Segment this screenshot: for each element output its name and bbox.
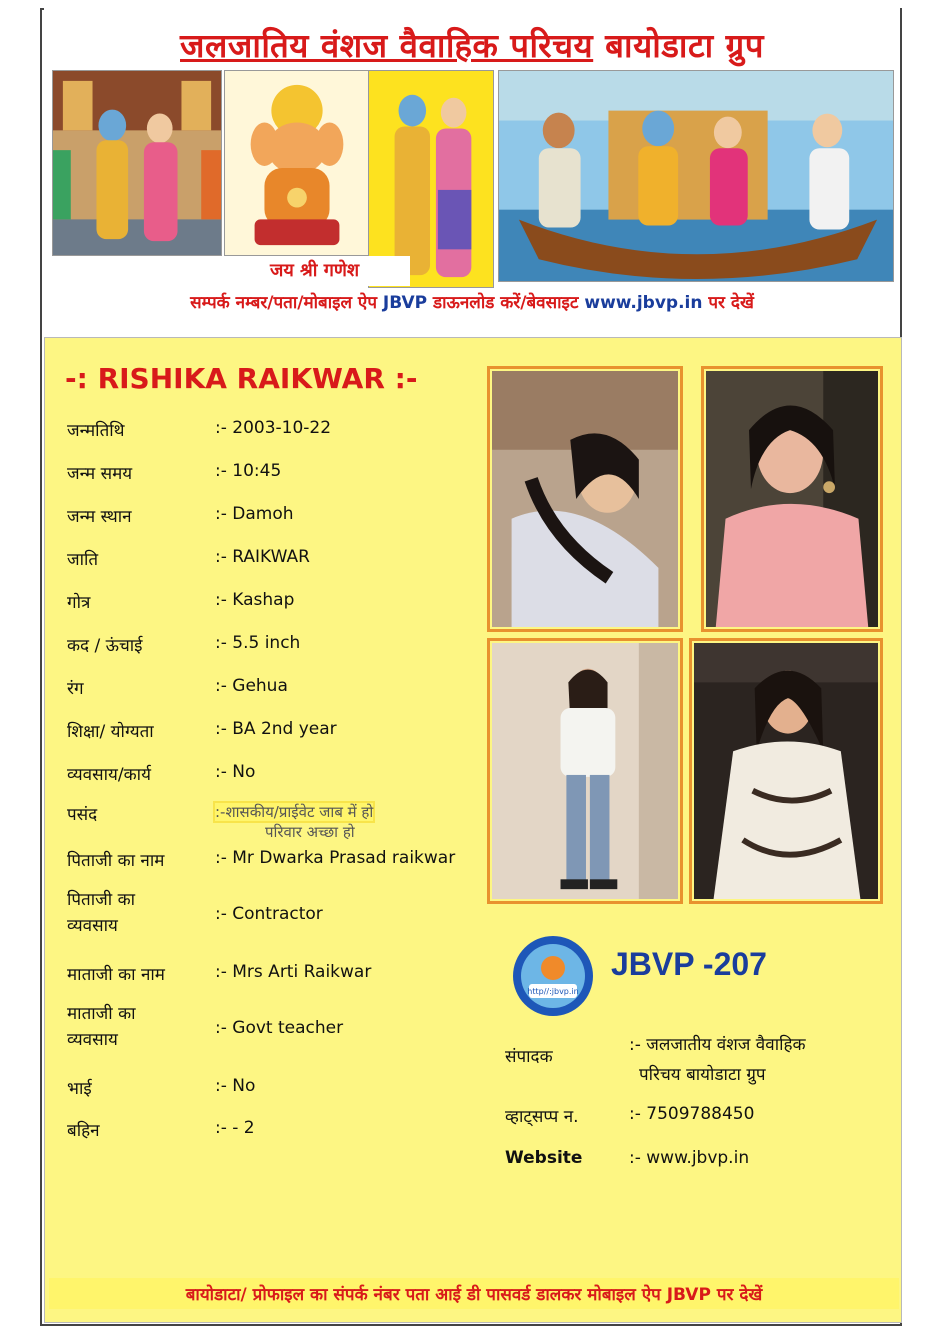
- contact-line-middle: डाऊनलोड करें/बेवसाइट: [427, 293, 585, 313]
- field-father-occupation: [67, 888, 497, 938]
- field-value: :- Mrs Arti Raikwar: [215, 962, 372, 982]
- field-mother-occupation: [67, 1002, 497, 1052]
- header-banner: [44, 8, 900, 338]
- contact-line-app: JBVP: [382, 293, 428, 313]
- field-label: रंग: [67, 679, 84, 699]
- candidate-name: -: RISHIKA RAIKWAR :-: [65, 362, 418, 395]
- footer-notice: बायोडाटा/ प्रोफाइल का संपर्क नंबर पता आई डी पासवर्ड डालकर मोबाइल ऐप JBVP पर देखें: [49, 1278, 899, 1309]
- field-value: :- RAIKWAR: [215, 547, 310, 567]
- field-value: [215, 802, 515, 842]
- group-title: [68, 22, 876, 67]
- field-value: :- - 2: [215, 1118, 255, 1138]
- ram-sita-palace-image: [52, 70, 222, 256]
- header-contact-line: [54, 290, 890, 313]
- field-value: :- BA 2nd year: [215, 719, 337, 739]
- field-label: पसंद: [67, 805, 98, 825]
- preference-note: परिवार अच्छा हो: [265, 823, 355, 841]
- contact-line-suffix: पर देखें: [702, 293, 754, 313]
- field-label: शिक्षा/ योग्यता: [67, 722, 154, 742]
- field-label: पिताजी का व्यवसाय: [67, 890, 136, 936]
- field-label: जन्म स्थान: [67, 507, 132, 527]
- field-label: जन्मतिथि: [67, 421, 125, 441]
- editor-value-line1: :- जलजातीय वंशज वैवाहिक: [629, 1035, 806, 1055]
- candidate-photo-2: [701, 366, 883, 632]
- field-value: :- Mr Dwarka Prasad raikwar: [215, 848, 456, 868]
- field-label: कद / ऊंचाई: [67, 636, 143, 656]
- field-preference: [67, 802, 497, 842]
- field-label: माताजी का व्यवसाय: [67, 1004, 136, 1050]
- field-value: :- Govt teacher: [215, 1018, 344, 1038]
- field-value: :- No: [215, 762, 256, 782]
- field-value: :- 5.5 inch: [215, 633, 301, 653]
- ganesh-caption: जय श्री गणेश: [266, 256, 410, 286]
- website-label: Website: [505, 1148, 583, 1168]
- field-label: गोत्र: [67, 593, 91, 613]
- preference-highlight: :-शासकीय/प्राईवेट जाब में हो: [215, 803, 374, 821]
- website-link[interactable]: :- www.jbvp.in: [629, 1148, 750, 1168]
- field-value: :- Gehua: [215, 676, 288, 696]
- candidate-photo-3: [487, 638, 683, 904]
- biodata-panel: [44, 337, 902, 1323]
- ganesh-image: [224, 70, 370, 256]
- deity-images-strip: [52, 70, 900, 288]
- group-title-main: जलजातिय वंशज वैवाहिक परिचय: [180, 26, 594, 65]
- field-value: :- No: [215, 1076, 256, 1096]
- group-title-tail: बायोडाटा ग्रुप: [593, 26, 764, 65]
- field-value: :- 10:45: [215, 461, 282, 481]
- jbvp-id: JBVP -207: [611, 946, 767, 982]
- field-label: बहिन: [67, 1121, 100, 1141]
- ram-kevat-boat-image: [498, 70, 894, 282]
- whatsapp-number[interactable]: :- 7509788450: [629, 1104, 755, 1124]
- whatsapp-label: व्हाट्सप्प न.: [505, 1107, 579, 1127]
- contact-line-prefix: सम्पर्क नम्बर/पता/मोबाइल ऐप: [190, 293, 383, 313]
- contact-line-site[interactable]: www.jbvp.in: [584, 293, 703, 313]
- field-label: पिताजी का नाम: [67, 851, 165, 871]
- field-label: व्यवसाय/कार्य: [67, 765, 151, 785]
- field-label: भाई: [67, 1079, 92, 1099]
- field-label: जाति: [67, 550, 99, 570]
- field-value: :- Damoh: [215, 504, 294, 524]
- field-value: :- 2003-10-22: [215, 418, 332, 438]
- jbvp-logo: [511, 934, 595, 1018]
- editor-value-line2: परिचय बायोडाटा ग्रुप: [639, 1065, 766, 1085]
- candidate-photo-1: [487, 366, 683, 632]
- field-label: माताजी का नाम: [67, 965, 165, 985]
- candidate-photo-4: [689, 638, 883, 904]
- field-label: जन्म समय: [67, 464, 133, 484]
- field-value: :- Contractor: [215, 904, 323, 924]
- field-value: :- Kashap: [215, 590, 295, 610]
- editor-label: संपादक: [505, 1047, 553, 1067]
- logo-text: http//:jbvp.in: [527, 987, 579, 996]
